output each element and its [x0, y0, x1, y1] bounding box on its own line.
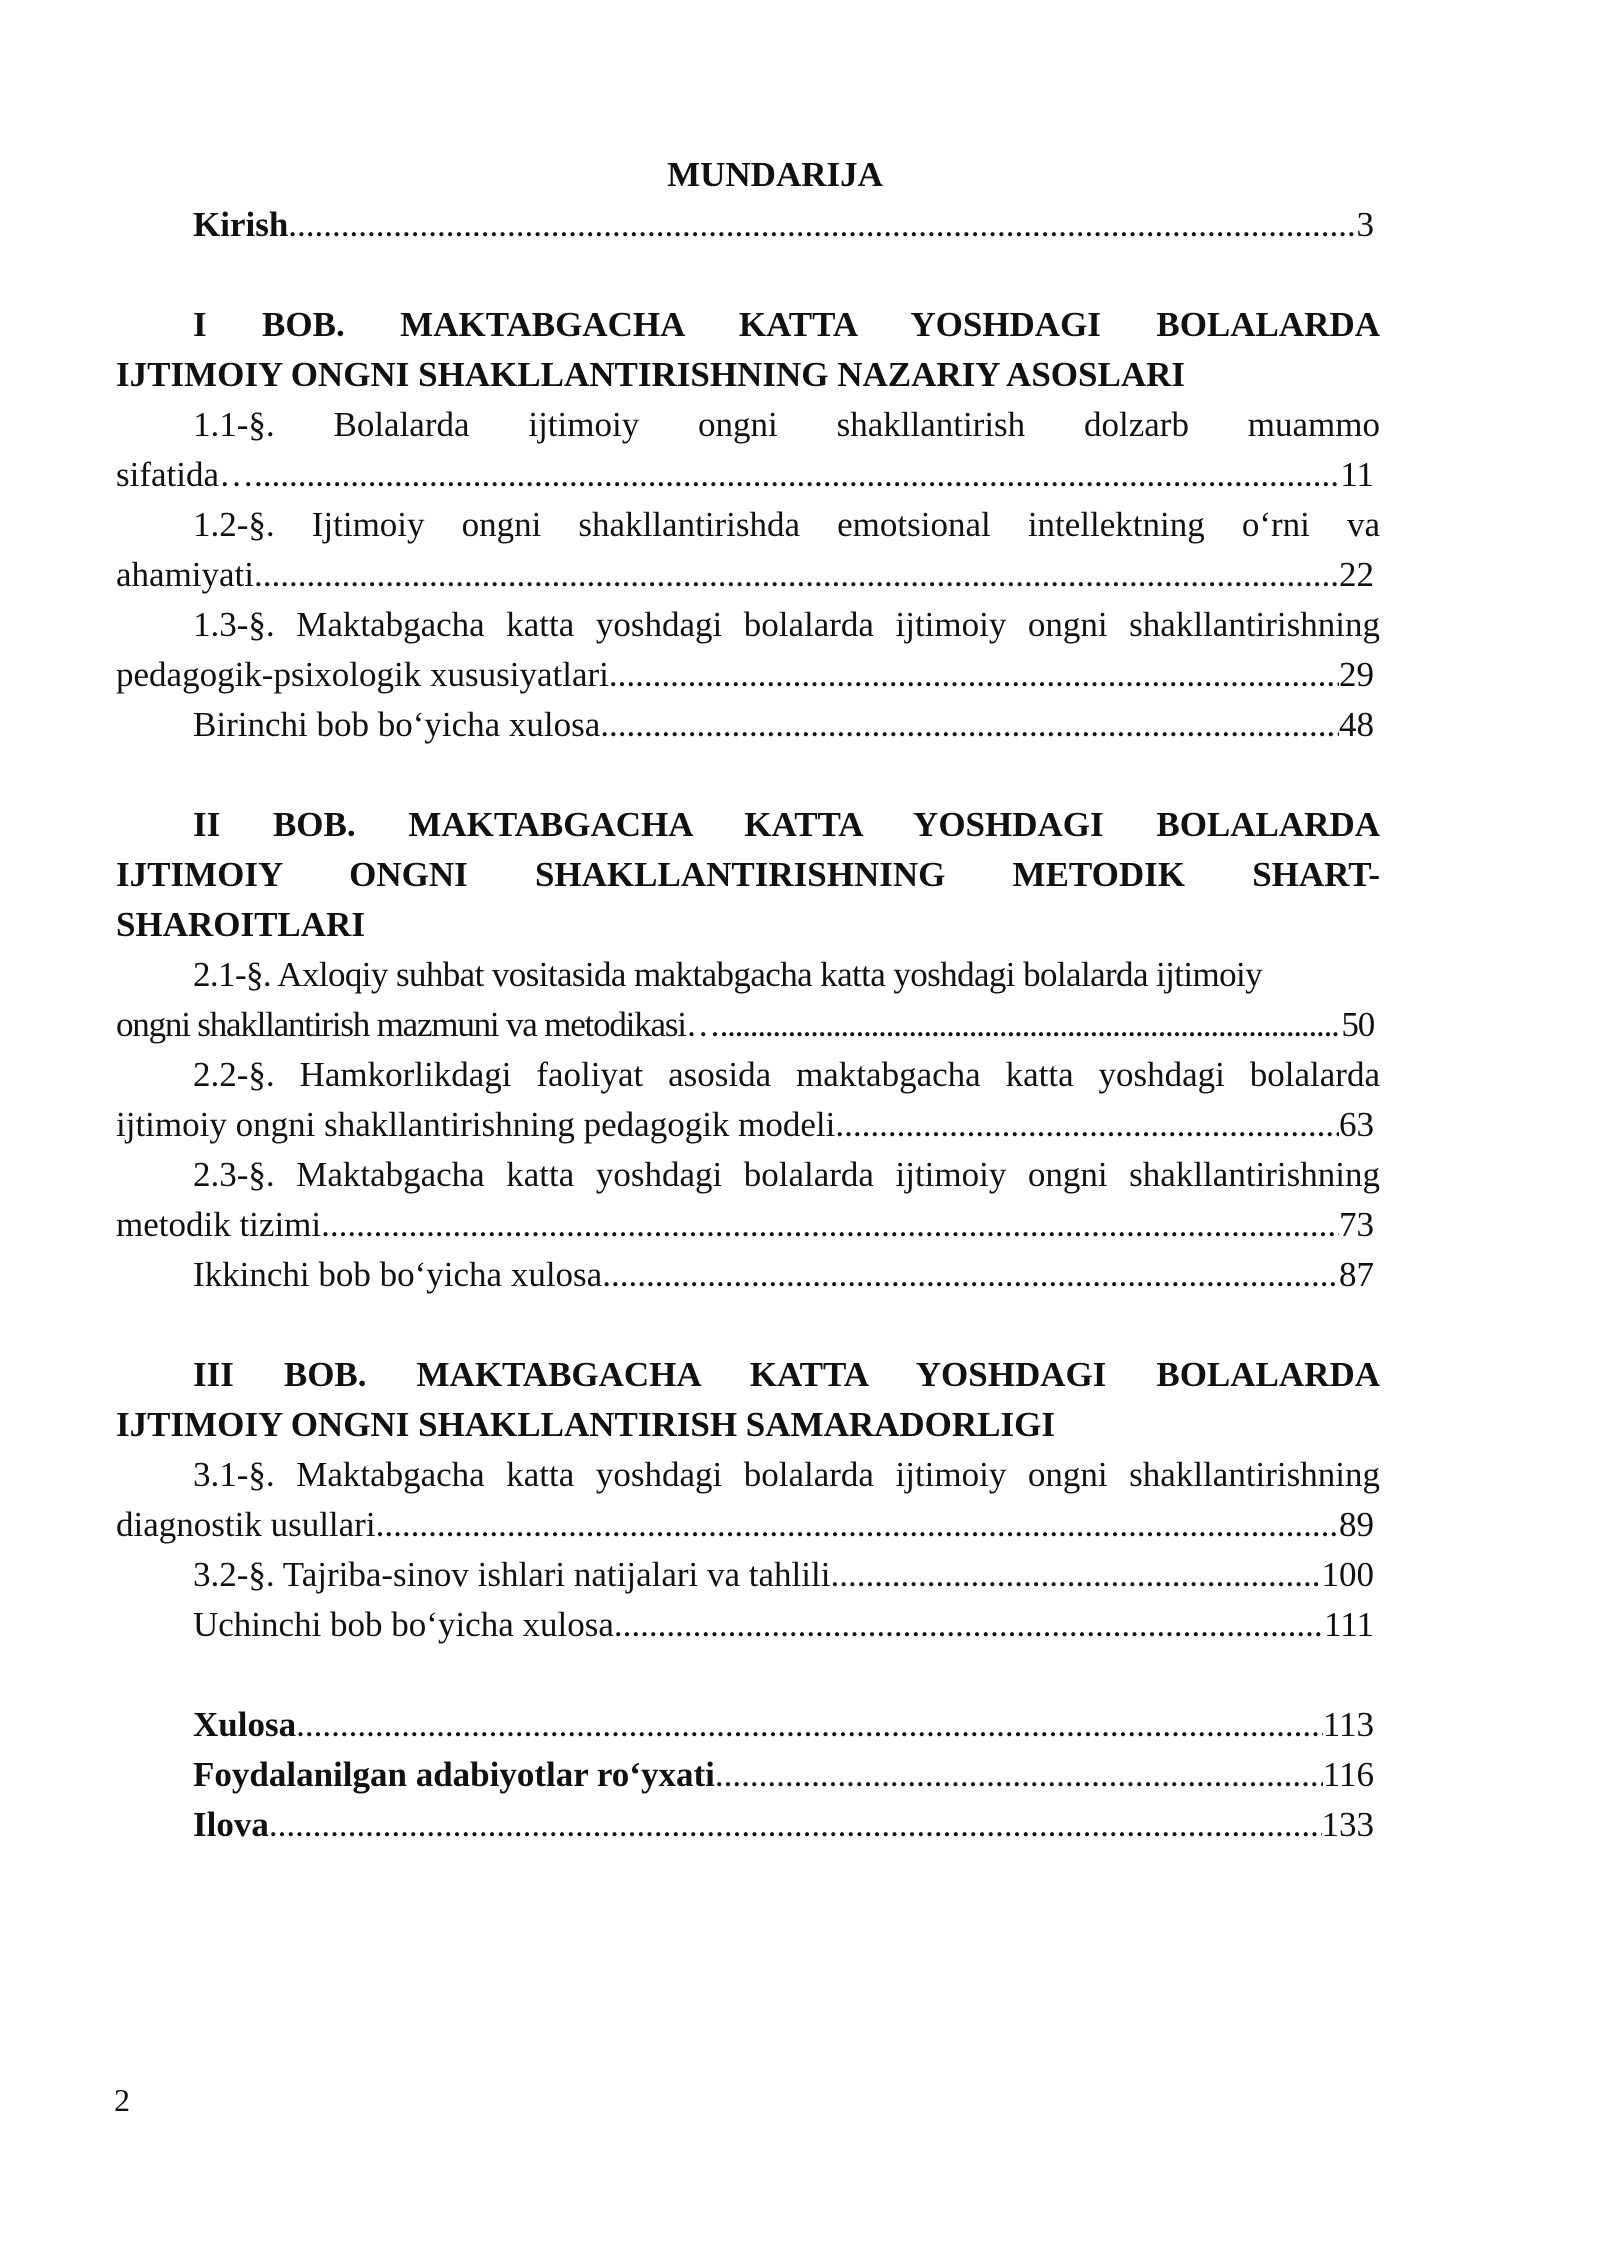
toc-entry-conclusion: Xulosa ..... 113 [116, 1700, 1380, 1750]
toc-section-cont: pedagogik-psixologik xususiyatlari ..... 29 [116, 650, 1380, 700]
toc-section-cont: ahamiyati ..... 22 [116, 550, 1380, 600]
chapter-heading: SHAROITLARI [116, 905, 365, 944]
page-number: 2 [114, 2082, 130, 2118]
toc-entry-page: 50 [1341, 1005, 1374, 1044]
toc-chapter-summary: Uchinchi bob bo‘yicha xulosa ..... 111 [116, 1600, 1380, 1650]
toc-entry-appendix: Ilova ..... 133 [116, 1800, 1380, 1850]
chapter-heading: IJTIMOIY ONGNI SHAKLLANTIRISHNING METODIK SHART- [116, 855, 1380, 894]
toc-section-cont: diagnostik usullari ..... 89 [116, 1500, 1380, 1550]
chapter-2 [116, 800, 1380, 1300]
chapter-heading: I BOB. MAKTABGACHA KATTA YOSHDAGI BOLALARDA [193, 305, 1380, 344]
toc-title: MUNDARIJA [667, 155, 883, 194]
chapter-heading: II BOB. MAKTABGACHA KATTA YOSHDAGI BOLALARDA [193, 805, 1380, 844]
toc-entry-page: 29 [1339, 655, 1374, 694]
toc-entry-page: 3 [1356, 205, 1374, 244]
toc-entry-intro [116, 200, 1380, 250]
toc-entry-page: 73 [1339, 1205, 1374, 1244]
toc-entry-page: 133 [1321, 1805, 1374, 1844]
toc-section: 3.2-§. Tajriba-sinov ishlari natijalari va tahlili ..... 100 [116, 1550, 1380, 1600]
toc-section: 1.3-§. Maktabgacha katta yoshdagi bolalarda ijtimoiy ongni shakllantirishning [193, 605, 1380, 644]
chapter-heading: IJTIMOIY ONGNI SHAKLLANTIRISH SAMARADORLIGI [116, 1405, 1055, 1444]
toc-entry-page: 116 [1322, 1755, 1374, 1794]
toc-section: 2.3-§. Maktabgacha katta yoshdagi bolalarda ijtimoiy ongni shakllantirishning [193, 1155, 1380, 1194]
toc-chapter-summary: Birinchi bob bo‘yicha xulosa ..... 48 [116, 700, 1380, 750]
chapter-heading: IJTIMOIY ONGNI SHAKLLANTIRISHNING NAZARIY ASOSLARI [116, 355, 1186, 394]
toc-entry-page: 111 [1324, 1605, 1374, 1644]
toc-entry-page: 100 [1321, 1555, 1374, 1594]
chapter-1 [116, 300, 1380, 750]
toc-entry-page: 11 [1340, 455, 1374, 494]
toc-section: 3.1-§. Maktabgacha katta yoshdagi bolalarda ijtimoiy ongni shakllantirishning [193, 1455, 1380, 1494]
toc-section-cont: ongni shakllantirish mazmuni va metodikasi… ..... 50 [116, 1000, 1380, 1050]
chapter-heading: III BOB. MAKTABGACHA KATTA YOSHDAGI BOLALARDA [193, 1355, 1380, 1394]
toc-entry-page: 63 [1339, 1105, 1374, 1144]
toc-entry-page: 87 [1339, 1255, 1374, 1294]
toc-section-cont: ijtimoiy ongni shakllantirishning pedagogik modeli ..... 63 [116, 1100, 1380, 1150]
toc-section: 1.1-§. Bolalarda ijtimoiy ongni shakllantirish dolzarb muammo [193, 405, 1380, 444]
chapter-3 [116, 1350, 1380, 1650]
toc-entry-references: Foydalanilgan adabiyotlar ro‘yxati ..... 116 [116, 1750, 1380, 1800]
toc-section-cont: sifatida… ..... 11 [116, 450, 1380, 500]
toc-section-cont: metodik tizimi ..... 73 [116, 1200, 1380, 1250]
toc-entry-label: Kirish [193, 205, 289, 244]
toc-section: 2.1-§. Axloqiy suhbat vositasida maktabgacha katta yoshdagi bolalarda ijtimoiy [193, 955, 1263, 994]
toc-entry-page: 48 [1339, 705, 1374, 744]
table-of-contents [116, 150, 1380, 1850]
toc-entry-page: 89 [1339, 1505, 1374, 1544]
toc-chapter-summary: Ikkinchi bob bo‘yicha xulosa ..... 87 [116, 1250, 1380, 1300]
toc-entry-page: 113 [1322, 1705, 1374, 1744]
toc-entry-page: 22 [1339, 555, 1374, 594]
toc-section: 1.2-§. Ijtimoiy ongni shakllantirishda emotsional intellektning o‘rni va [193, 505, 1380, 544]
toc-section: 2.2-§. Hamkorlikdagi faoliyat asosida maktabgacha katta yoshdagi bolalarda [193, 1055, 1380, 1094]
